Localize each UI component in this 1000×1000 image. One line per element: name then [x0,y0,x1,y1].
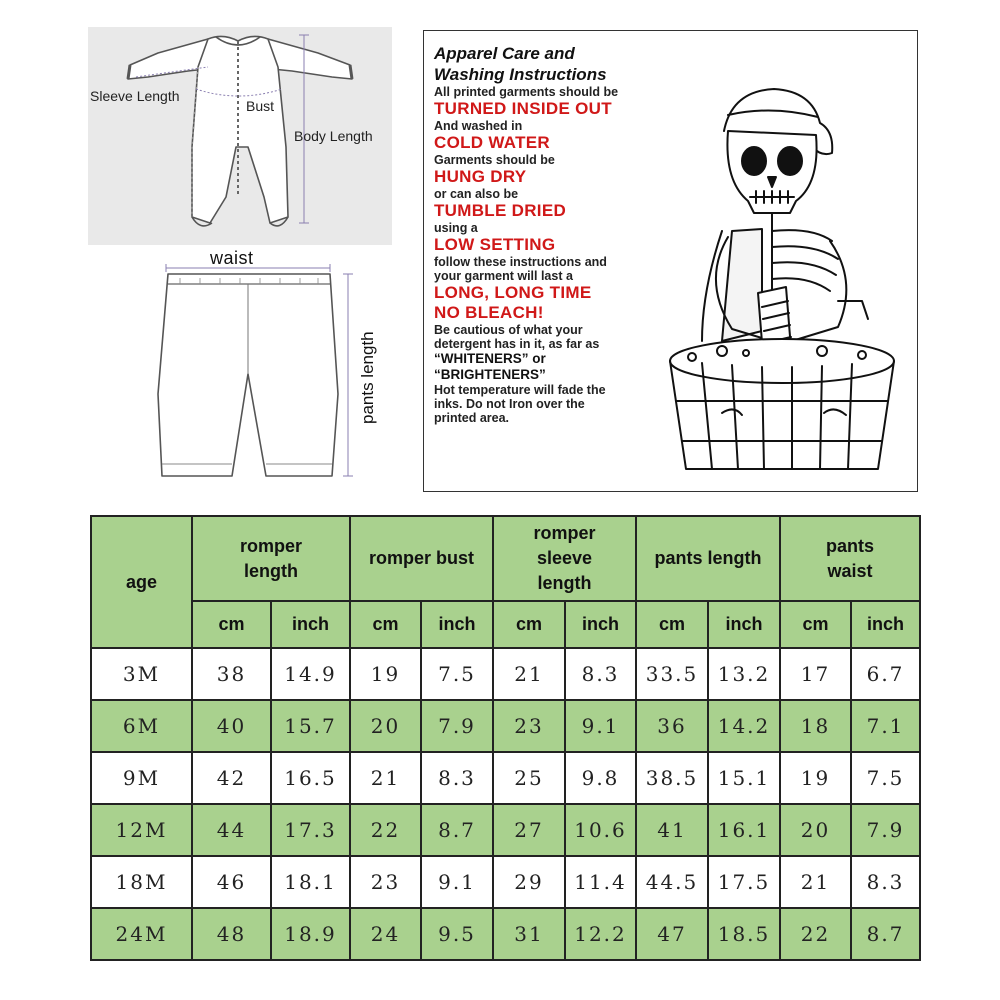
measurement-cell: 11.4 [565,856,636,908]
group-header-line: romper bust [368,548,474,568]
measurement-cell: 8.3 [565,648,636,700]
group-header-line: pants [825,535,874,556]
unit-header: inch [271,601,350,648]
care-text-line: your garment will last a [434,269,573,283]
care-title-line-2: Washing Instructions [434,65,607,84]
care-text-line: detergent has in it, as far as [434,337,600,351]
measurement-cell: 15.7 [271,700,350,752]
group-header-pants-length [636,516,780,601]
measurement-cell: 21 [780,856,851,908]
unit-header: inch [708,601,780,648]
group-header-line: pants length [654,548,762,568]
measurement-cell: 8.3 [421,752,493,804]
care-warning-line: TURNED INSIDE OUT [434,99,612,118]
unit-header: inch [421,601,493,648]
age-cell: 6M [91,700,192,752]
measurement-cell: 14.2 [708,700,780,752]
unit-header: inch [565,601,636,648]
table-row [91,648,920,700]
measurement-cell: 21 [493,648,565,700]
group-header-romper-bust [350,516,493,601]
measurement-cell: 44.5 [636,856,708,908]
unit-header: cm [780,601,851,648]
measurement-cell: 9.8 [565,752,636,804]
measurement-cell: 22 [780,908,851,960]
pants-illustration [140,244,380,504]
measurement-cell: 18 [780,700,851,752]
measurement-cell: 7.9 [851,804,920,856]
measurement-cell: 38 [192,648,271,700]
measurement-cell: 22 [350,804,421,856]
measurement-cell: 14.9 [271,648,350,700]
measurement-cell: 9.5 [421,908,493,960]
unit-header: cm [493,601,565,648]
group-header-romper-length [192,516,350,601]
measurement-cell: 40 [192,700,271,752]
table-row [91,752,920,804]
measurement-cell: 16.5 [271,752,350,804]
group-header-romper-sleeve-length [493,516,636,601]
bust-label: Bust [246,98,275,114]
measurement-cell: 18.1 [271,856,350,908]
group-header-pants-waist [780,516,920,601]
measurement-cell: 19 [780,752,851,804]
care-text-line: follow these instructions and [434,255,607,269]
care-text-line: All printed garments should be [434,85,619,99]
age-cell: 24M [91,908,192,960]
care-text-line: “BRIGHTENERS” [434,367,546,382]
care-text-line: Be cautious of what your [434,323,583,337]
care-text [434,43,689,425]
measurement-cell: 33.5 [636,648,708,700]
measurement-cell: 17 [780,648,851,700]
measurement-cell: 16.1 [708,804,780,856]
measurement-cell: 23 [493,700,565,752]
age-cell: 18M [91,856,192,908]
measurement-cell: 23 [350,856,421,908]
pants-length-label: pants length [358,331,377,424]
care-text-line: Hot temperature will fade the [434,383,606,397]
measurement-cell: 27 [493,804,565,856]
measurement-cell: 10.6 [565,804,636,856]
care-warning-line: COLD WATER [434,133,551,152]
group-header-line: romper [239,535,302,556]
care-warning-line: HUNG DRY [434,167,527,186]
units-row [91,601,920,648]
measurement-cell: 42 [192,752,271,804]
measurement-cell: 6.7 [851,648,920,700]
unit-header: cm [350,601,421,648]
measurement-cell: 48 [192,908,271,960]
measurement-cell: 19 [350,648,421,700]
measurement-cell: 38.5 [636,752,708,804]
size-table-body [91,516,920,960]
care-text-line: printed area. [434,411,510,425]
pants-diagram [140,244,380,504]
care-title-line-1: Apparel Care and [434,44,575,63]
measurement-cell: 12.2 [565,908,636,960]
table-row [91,804,920,856]
measurement-cell: 20 [780,804,851,856]
group-header-line: romper [533,523,596,543]
care-warning-line: TUMBLE DRIED [434,201,567,220]
age-cell: 12M [91,804,192,856]
measurement-cell: 7.1 [851,700,920,752]
measurement-cell: 31 [493,908,565,960]
table-header-row [91,516,920,601]
size-chart-table [90,515,921,961]
measurement-cell: 41 [636,804,708,856]
unit-header: cm [636,601,708,648]
care-text-line: using a [434,221,478,235]
measurement-cell: 15.1 [708,752,780,804]
measurement-cell: 8.3 [851,856,920,908]
care-text-line: or can also be [434,187,519,201]
measurement-cell: 7.5 [421,648,493,700]
measurement-cell: 17.3 [271,804,350,856]
measurement-cell: 7.9 [421,700,493,752]
measurement-cell: 9.1 [421,856,493,908]
skeleton-washing-illustration [662,61,912,481]
measurement-cell: 29 [493,856,565,908]
care-text-line: “WHITENERS” or [434,351,546,366]
care-instructions-panel [423,30,918,492]
care-lines [434,85,689,425]
measurement-cell: 13.2 [708,648,780,700]
age-cell: 9M [91,752,192,804]
measurement-cell: 7.5 [851,752,920,804]
group-header-line: length [537,573,592,593]
group-header-line: sleeve [536,548,593,568]
measurement-cell: 21 [350,752,421,804]
group-header-line: length [244,560,298,581]
measurement-cell: 18.5 [708,908,780,960]
care-warning-line: NO BLEACH! [434,303,544,322]
measurement-cell: 17.5 [708,856,780,908]
group-header-line: waist [827,560,873,581]
measurement-cell: 8.7 [851,908,920,960]
measurement-cell: 18.9 [271,908,350,960]
unit-header: cm [192,601,271,648]
measurement-cell: 9.1 [565,700,636,752]
care-text-line: And washed in [434,119,523,133]
table-row [91,908,920,960]
table-row [91,856,920,908]
measurement-cell: 8.7 [421,804,493,856]
table-row [91,700,920,752]
measurement-cell: 25 [493,752,565,804]
unit-header: inch [851,601,920,648]
care-warning-line: LOW SETTING [434,235,556,254]
romper-diagram [88,27,392,245]
measurement-cell: 20 [350,700,421,752]
age-header: age [91,516,192,648]
measurement-cell: 36 [636,700,708,752]
age-cell: 3M [91,648,192,700]
measurement-cell: 47 [636,908,708,960]
waist-label: waist [210,248,254,268]
care-warning-line: LONG, LONG TIME [434,283,592,302]
body-length-label: Body Length [294,128,373,144]
care-text-line: Garments should be [434,153,555,167]
care-text-line: inks. Do not Iron over the [434,397,585,411]
measurement-cell: 46 [192,856,271,908]
measurement-cell: 24 [350,908,421,960]
sleeve-length-label: Sleeve Length [90,88,180,104]
measurement-cell: 44 [192,804,271,856]
